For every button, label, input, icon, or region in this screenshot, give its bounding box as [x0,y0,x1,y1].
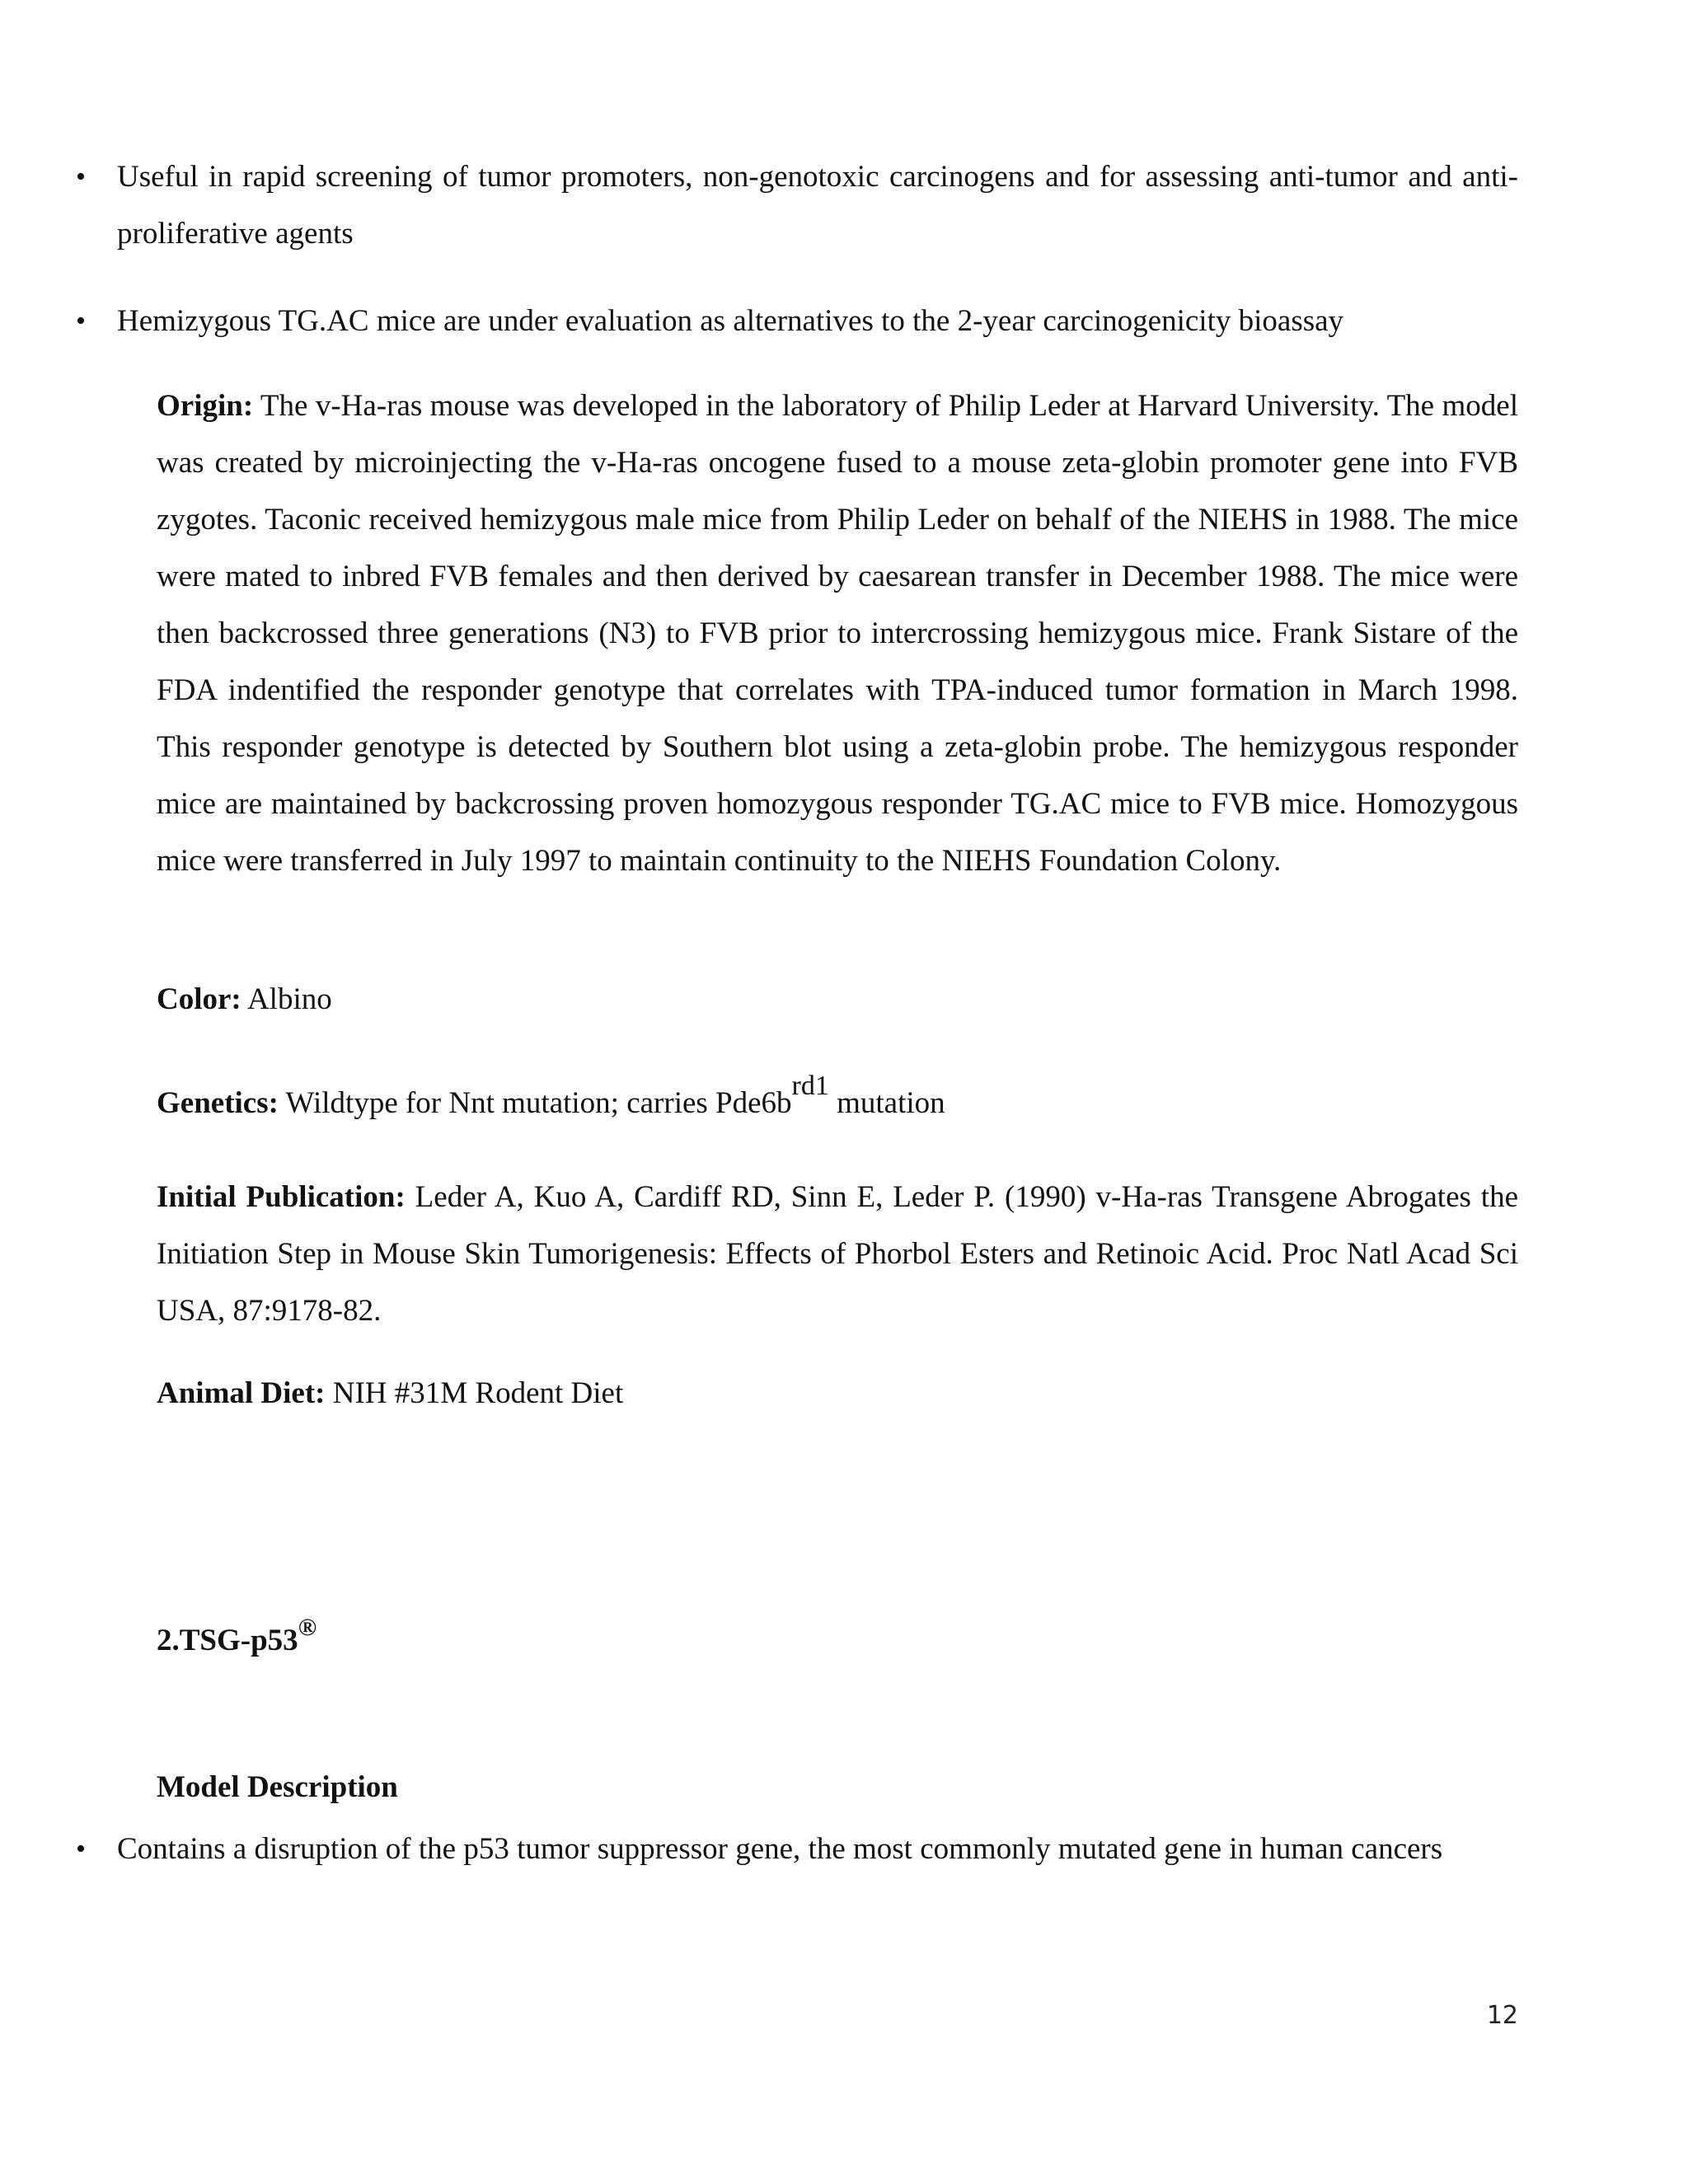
genetics-paragraph [157,1071,1518,1132]
genetics-superscript: rd1 [791,1071,829,1101]
bullet-text: Contains a disruption of the p53 tumor suppressor gene, the most commonly mutated gene in human cancers [117,1832,1443,1866]
diet-text: NIH #31M Rodent Diet [325,1376,624,1410]
bullet-icon: • [76,1834,86,1864]
bullet-item-hemizygous [76,293,1518,349]
subheading: Model Description [157,1770,398,1804]
origin-paragraph [157,377,1518,889]
publication-text: Leder A, Kuo A, Cardiff RD, Sinn E, Leder P. (1990) v-Ha-ras Transgene Abrogates the Initiation Step in Mouse Skin Tumorigenesis: Effects of Phorbol Esters and Retinoic Acid. Proc Natl Acad Sci USA, 87:9178-82. [157,1180,1518,1328]
color-text: Albino [241,982,332,1016]
bullet-text: Useful in rapid screening of tumor promoters, non-genotoxic carcinogens and for assessing anti-tumor and anti-proliferative agents [117,160,1518,251]
genetics-text-after: mutation [828,1086,945,1120]
section-heading [157,1612,316,1671]
origin-text: The v-Ha-ras mouse was developed in the laboratory of Philip Leder at Harvard University. The model was created by microinjecting the v-Ha-ras oncogene fused to a mouse zeta-globin promoter gene into FVB zygotes. Taconic received hemizygous male mice from Philip Leder on behalf of the NIEHS in 1988. The mice were mated to inbred FVB females and then derived by caesarean transfer in December 1988. The mice were then backcrossed three generations (N3) to FVB prior to intercrossing hemizygous mice. Frank Sistare of the FDA indentified the responder genotype that correlates with TPA-induced tumor formation in March 1998. This responder genotype is detected by Southern blot using a zeta-globin probe. The hemizygous responder mice are maintained by backcrossing proven homozygous responder TG.AC mice to FVB mice. Homozygous mice were transferred in July 1997 to maintain continuity to the NIEHS Foundation Colony. [157,389,1518,878]
color-label: Color: [157,982,241,1016]
genetics-label: Genetics: [157,1086,279,1120]
bullet-item-p53 [76,1821,1518,1877]
bullet-text: Hemizygous TG.AC mice are under evaluation as alternatives to the 2-year carcinogenicity bioassay [117,304,1344,338]
page-number: 12 [1486,2001,1518,2030]
registered-mark: ® [298,1614,317,1641]
genetics-text: Wildtype for Nnt mutation; carries Pde6b [278,1086,792,1120]
color-paragraph [157,971,1518,1028]
diet-label: Animal Diet: [157,1376,326,1410]
publication-label: Initial Publication: [157,1180,406,1214]
bullet-icon: • [76,162,86,192]
bullet-icon: • [76,306,86,336]
section-heading-text: 2.TSG-p53 [157,1624,298,1657]
publication-paragraph [157,1169,1518,1339]
diet-paragraph [157,1365,1518,1422]
bullet-item-screening [76,148,1518,262]
origin-label: Origin: [157,389,254,423]
